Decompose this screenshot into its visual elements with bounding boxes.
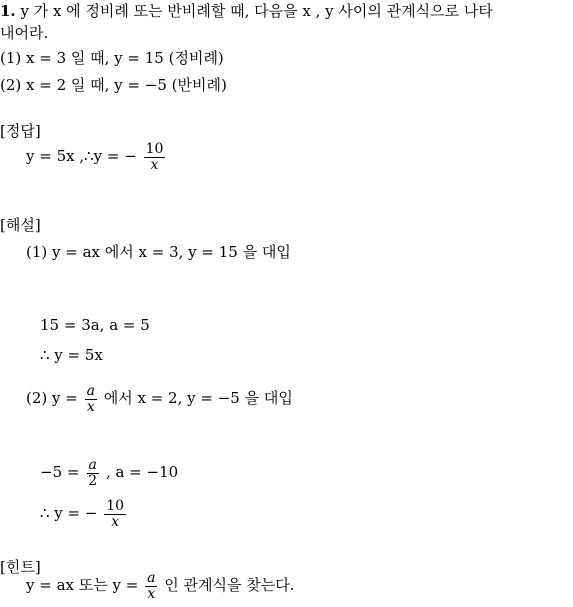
problem-stem-2: 내어라. [0, 24, 49, 42]
step2-calc-fraction [86, 458, 99, 488]
answer-frac-den: x [150, 156, 159, 173]
step2-result-frac-den: x [111, 513, 120, 530]
step2-result-fraction [104, 499, 126, 529]
explanation-step-1-result: ∴ y = 5x [40, 346, 103, 364]
explanation-step-1: (1) y = ax 에서 x = 3, y = 15 을 대입 [26, 243, 291, 261]
answer-frac-num: 10 [145, 141, 164, 157]
step2-result-frac-num: 10 [106, 498, 125, 514]
step2-calc-frac-num: a [88, 457, 97, 473]
problem-item-1: (1) x = 3 일 때, y = 15 (정비례) [0, 49, 224, 67]
problem-stem-1: y 가 x 에 정비례 또는 반비례할 때, 다음을 x , y 사이의 관계식으로 나타 [20, 2, 493, 20]
hint-heading: [힌트] [0, 558, 41, 576]
hint-frac-num: a [147, 570, 156, 586]
hint-text [26, 571, 294, 601]
step2-calc-suffix: , a = −10 [105, 463, 179, 482]
step2-suffix: 에서 x = 2, y = −5 을 대입 [103, 389, 293, 408]
hint-fraction [145, 571, 157, 601]
explanation-heading: [해설] [0, 216, 41, 234]
step2-prefix: (2) y = [26, 389, 78, 408]
step2-frac-num: a [86, 383, 95, 399]
answer-fraction [144, 142, 166, 172]
step2-calc-prefix: −5 = [40, 463, 80, 482]
problem-number: 1. [0, 2, 16, 20]
step2-frac-den: x [86, 398, 95, 415]
explanation-step-2-calc [40, 458, 178, 488]
explanation-step-1-calc: 15 = 3a, a = 5 [40, 316, 150, 334]
hint-suffix: 인 관계식을 찾는다. [164, 576, 295, 595]
step2-fraction [85, 384, 97, 414]
problem-item-2: (2) x = 2 일 때, y = −5 (반비례) [0, 76, 227, 94]
hint-frac-den: x [147, 585, 156, 602]
explanation-step-2-result [40, 499, 128, 529]
hint-prefix: y = ax 또는 y = [26, 576, 139, 595]
answer-heading: [정답] [0, 122, 41, 140]
step2-result-prefix: ∴ y = − [40, 504, 98, 523]
explanation-step-2 [26, 384, 293, 414]
answer-expression [26, 142, 167, 172]
problem-line-1 [0, 0, 493, 21]
step2-calc-frac-den: 2 [88, 472, 98, 489]
answer-expr-prefix: y = 5x ,∴y = − [26, 147, 137, 166]
